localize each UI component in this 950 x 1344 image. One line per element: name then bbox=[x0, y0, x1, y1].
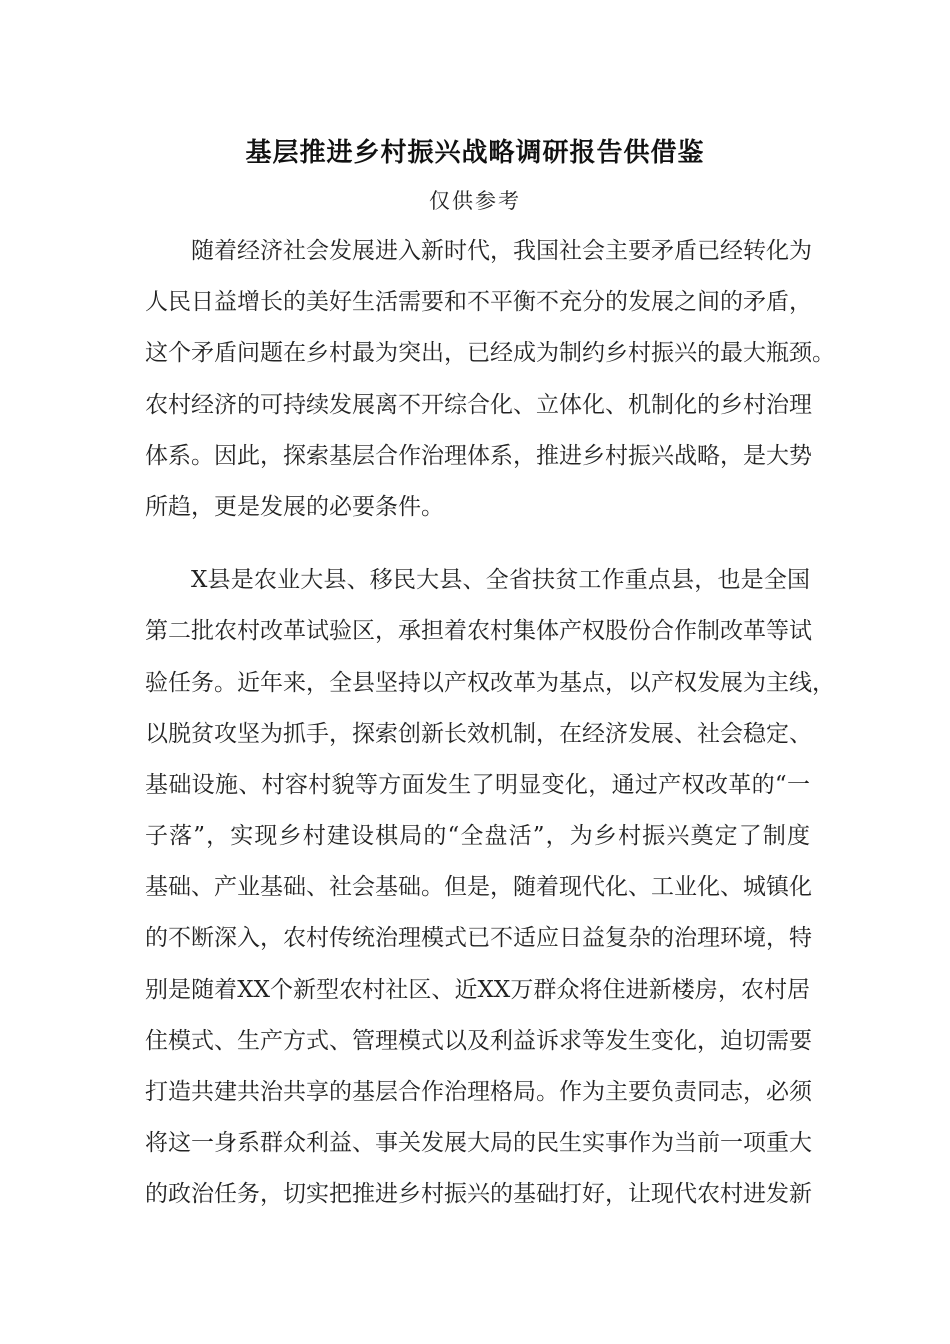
document-title: 基层推进乡村振兴战略调研报告供借鉴 bbox=[245, 138, 705, 168]
paragraph-1 bbox=[145, 226, 835, 533]
text-line: 住模式、生产方式、管理模式以及利益诉求等发生变化，迫切需要 bbox=[145, 1027, 812, 1054]
text-line: 基础、产业基础、社会基础。但是，随着现代化、工业化、城镇化 bbox=[145, 874, 812, 901]
text-line: 验任务。近年来，全县坚持以产权改革为基点，以产权发展为主线， bbox=[145, 669, 835, 696]
text-line: 人民日益增长的美好生活需要和不平衡不充分的发展之间的矛盾， bbox=[145, 289, 812, 316]
text-line: X县是农业大县、移民大县、全省扶贫工作重点县，也是全国 bbox=[191, 567, 810, 594]
text-line: 随着经济社会发展进入新时代，我国社会主要矛盾已经转化为 bbox=[191, 238, 812, 264]
text-line: 的不断深入，农村传统治理模式已不适应日益复杂的治理环境，特 bbox=[145, 925, 812, 952]
text-line: 的政治任务，切实把推进乡村振兴的基础打好，让现代农村进发新 bbox=[145, 1181, 812, 1208]
document-subtitle: 仅供参考 bbox=[429, 189, 521, 213]
text-line: 将这一身系群众利益、事关发展大局的民生实事作为当前一项重大 bbox=[145, 1130, 812, 1157]
text-line: 农村经济的可持续发展离不开综合化、立体化、机制化的乡村治理 bbox=[145, 391, 812, 418]
text-line: 子落”，实现乡村建设棋局的“全盘活”，为乡村振兴奠定了制度 bbox=[145, 823, 810, 850]
text-line: 基础设施、村容村貌等方面发生了明显变化，通过产权改革的“一 bbox=[145, 771, 810, 798]
text-line: 这个矛盾问题在乡村最为突出，已经成为制约乡村振兴的最大瓶颈。 bbox=[145, 340, 835, 367]
text-line: 以脱贫攻坚为抓手，探索创新长效机制，在经济发展、社会稳定、 bbox=[145, 720, 812, 747]
text-line: 第二批农村改革试验区，承担着农村集体产权股份合作制改革等试 bbox=[145, 618, 812, 645]
text-line: 打造共建共治共享的基层合作治理格局。作为主要负责同志，必须 bbox=[145, 1079, 812, 1105]
text-line: 所趋，更是发展的必要条件。 bbox=[145, 493, 444, 520]
text-line: 别是随着XX个新型农村社区、近XX万群众将住进新楼房，农村居 bbox=[145, 976, 810, 1003]
document-body bbox=[145, 226, 835, 1221]
paragraph-gap bbox=[145, 533, 810, 555]
paragraph-2 bbox=[145, 555, 835, 1220]
text-line: 体系。因此，探索基层合作治理体系，推进乡村振兴战略，是大势 bbox=[145, 442, 812, 469]
